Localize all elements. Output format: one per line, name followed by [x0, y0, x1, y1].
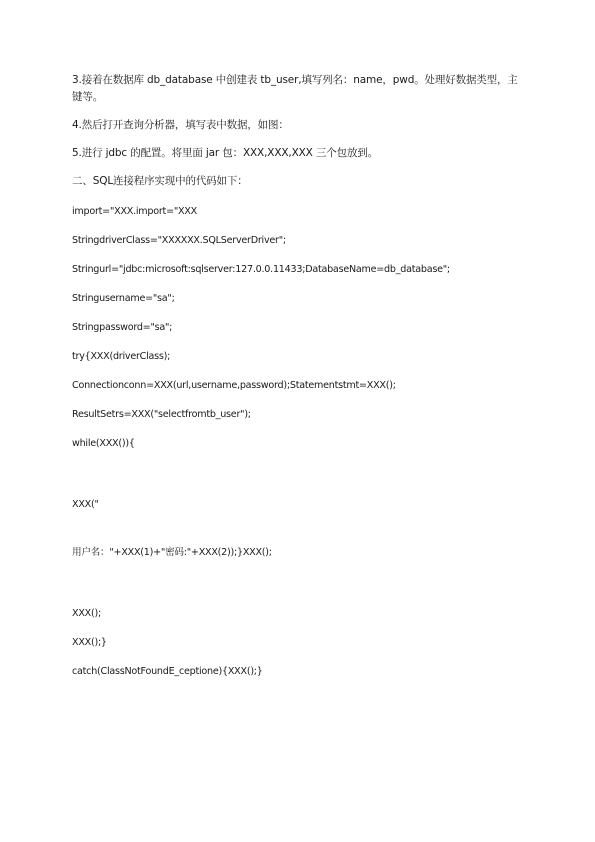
code-block-print	[72, 465, 527, 593]
step-5-paragraph: 5.进行 jdbc 的配置。将里面 jar 包：XXX,XXX,XXX 三个包放到。	[72, 147, 379, 159]
code-line-import: import="XXX.import="XXX	[72, 206, 197, 217]
code-line-url: Stringurl="jdbc:microsoft:sqlserver:127.0.0.11433;DatabaseName=db_database";	[72, 264, 450, 275]
code-line-username: Stringusername="sa";	[72, 293, 175, 304]
section-heading: 二、SQL连接程序实现中的代码如下：	[72, 175, 248, 187]
code-line-password: Stringpassword="sa";	[72, 322, 173, 333]
code-line-try: try{XXX(driverClass);	[72, 351, 171, 362]
step-3-paragraph: 3.接着在数据库 db_database 中创建表 tb_user,填写列名：name，pwd。处理好数据类型，主键等。	[72, 74, 518, 103]
code-line-close-2: XXX();}	[72, 637, 107, 648]
code-line-print-open: XXX("	[72, 499, 99, 510]
code-line-driver-class: StringdriverClass="XXXXXX.SQLServerDriver";	[72, 235, 286, 246]
code-line-resultset: ResultSetrs=XXX("selectfromtb_user");	[72, 409, 251, 420]
code-line-print-args: 用户名："+XXX(1)+"密码:"+XXX(2));}XXX();	[72, 547, 272, 558]
code-line-while: while(XXX()){	[72, 438, 135, 449]
code-line-catch: catch(ClassNotFoundE_ceptione){XXX();}	[72, 666, 263, 677]
code-line-connection: Connectionconn=XXX(url,username,password);Statementstmt=XXX();	[72, 380, 396, 391]
document-body	[72, 72, 527, 693]
step-4-paragraph: 4.然后打开查询分析器，填写表中数据，如图：	[72, 119, 289, 131]
code-line-close-1: XXX();	[72, 608, 101, 619]
